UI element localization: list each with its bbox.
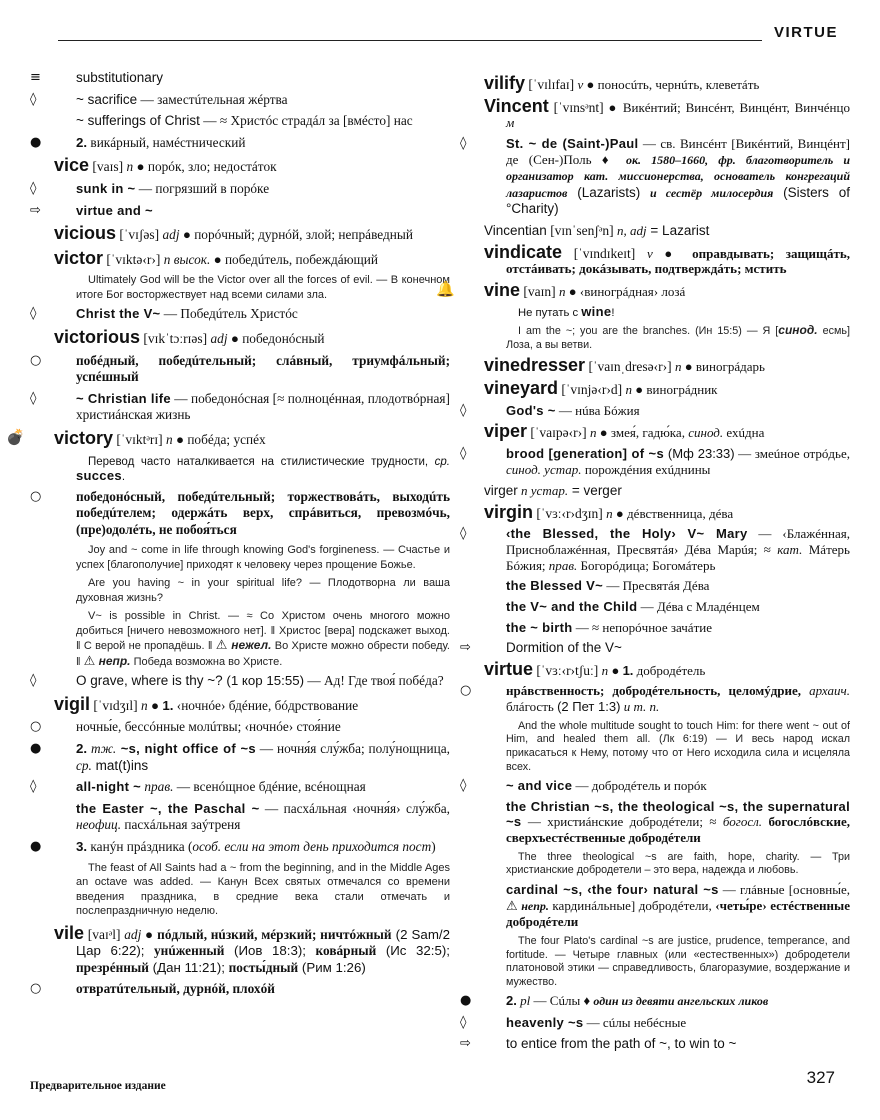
bell-icon: 🔔 (436, 279, 455, 298)
grammar-label: v (577, 77, 584, 92)
sense-line (30, 203, 450, 220)
transcription: [ˈvɪnsᵊnt] (548, 99, 609, 115)
translation-text: ‹ночнóе› бдéние, бóдрствование (173, 697, 359, 713)
phrase-line (460, 578, 850, 594)
translation-text: побéдный, победúтельный; слáвный, триумфáльный; успéшный (76, 352, 450, 385)
headword: Vincent (484, 95, 549, 116)
translation-text: ● виногрáдник (632, 382, 718, 398)
translation-text: ● (608, 662, 623, 678)
sense-number: 1. (162, 697, 174, 713)
sense-line (30, 181, 450, 198)
example-text: (Дан 11:21); (148, 959, 229, 975)
grammar-label: тж. (87, 741, 117, 757)
entry-marker-icon: ⇨ (30, 202, 41, 218)
transcription: [ˈvɜː‹r›dʒɪn] (533, 505, 607, 521)
headword-entry (460, 378, 850, 399)
example-text (30, 609, 450, 669)
example-text: Не путать с (518, 306, 582, 319)
transcription: [ˈvɪktə‹r›] (103, 251, 164, 267)
example-text: . (121, 471, 126, 483)
translation-text: ● (141, 926, 158, 942)
translation-text: пóдлый, нúзкий, мéрзкий; ничтóжный (157, 926, 392, 942)
english-phrase: Dormition of the V~ (506, 640, 622, 656)
entry-marker-icon: ◊ (30, 91, 37, 107)
translation-text: ● ‹виногрáдная› лозá (565, 283, 686, 299)
sense-line (30, 92, 450, 109)
example-text (30, 576, 450, 605)
english-phrase: Vincentian (484, 223, 547, 238)
translation-text: ● виногрáдарь (681, 359, 765, 375)
warning-icon: ⚠ (83, 653, 96, 669)
grammar-label: архаич. (809, 683, 850, 699)
english-phrase: the V~ and the Child (506, 598, 638, 614)
translation-text: отвратúтельный, дурнóй, плохóй (76, 981, 275, 997)
grammar-label: n, adj (617, 223, 647, 238)
headword-entry (460, 223, 850, 239)
headword-entry (460, 483, 850, 499)
translation-text: ковáрный (315, 943, 377, 959)
translation-text: — заместúтельная жéртва (137, 91, 288, 107)
sense-line (30, 353, 450, 386)
sense-line (30, 673, 450, 690)
translation-text: — ≈ Христóс страдáл за [вмéсто] нас (199, 113, 413, 129)
example-text: (Ис 32:5); (376, 943, 451, 959)
grammar-label: и т. п. (620, 699, 660, 715)
grammar-label: adj (210, 330, 228, 346)
translation-text: богослóвские, сверхъестéственные добродéтели (506, 814, 850, 846)
transcription: [ˈvɪktᵊrɪ] (113, 431, 166, 447)
english-phrase: = verger (568, 483, 622, 499)
headword-entry (30, 922, 451, 977)
headword: vice (54, 155, 90, 176)
transcription: [vaɪn] (520, 283, 560, 299)
entry-marker-icon: ○ (30, 981, 42, 997)
example-text: есмь] Лоза, а вы ветви. (506, 325, 850, 351)
sense-line (460, 1036, 850, 1052)
example-text (460, 324, 850, 352)
grammar-label: прав. (141, 779, 174, 795)
example-text: Are you having ~ in your spiritual life? — Плодотворна ли ваша духовная жизнь? (76, 577, 450, 604)
english-phrase: the Blessed V~ (506, 578, 604, 594)
english-phrase: virger (484, 483, 518, 499)
english-phrase: heavenly ~s (506, 1015, 584, 1031)
translation-text: Богорóдица; Богомáтерь (577, 557, 716, 573)
example-text: (2 Sam/2 Цар 6:22); (76, 926, 450, 959)
grammar-label: богосл. (722, 814, 763, 830)
translation-text: — христиáнские добродéтели; ≈ (521, 814, 723, 830)
translation-text: ● поносúть, чернúть, клеветáть (583, 77, 760, 92)
sense-line (30, 741, 450, 774)
translation-text: викáрный, намéстнический (87, 134, 246, 150)
headword-entry (6, 427, 450, 449)
sense-number: 1. (622, 662, 634, 678)
headword-entry (30, 225, 450, 244)
example-text (30, 861, 450, 919)
example-text: ! (611, 306, 615, 319)
headword-entry (460, 241, 851, 277)
sense-line (460, 993, 850, 1010)
translation-text: ‹четы́ре› естéственные добродéтели (506, 897, 850, 930)
entry-marker-icon: ● (30, 741, 42, 757)
grammar-label: n (165, 431, 173, 447)
translation-text: — пасхáльная ‹ночня́я› слу́жба, (259, 800, 451, 816)
entry-marker-icon: ⇨ (460, 640, 471, 656)
grammar-label: один из девяти ангельских ликов (593, 994, 769, 1009)
translation-text: — змеúное отрóдье, (734, 445, 850, 461)
sense-line (30, 306, 450, 323)
entry-marker-icon: ◊ (460, 135, 467, 151)
grammar-label: непр. (95, 653, 131, 668)
translation-text: ● победонóсный (227, 330, 325, 346)
sense-line (460, 136, 850, 217)
grammar-label: непр. (517, 898, 549, 913)
grammar-label: adj (124, 926, 142, 942)
english-phrase: ~ sacrifice (76, 91, 138, 107)
headword: victorious (54, 326, 141, 347)
translation-text: — нúва Бóжия (555, 402, 640, 418)
sense-line (30, 719, 450, 736)
transcription: [ˈvɪdʒɪl] (90, 697, 141, 713)
english-phrase: = Lazarist (646, 223, 710, 238)
entry-marker-icon: ◊ (460, 778, 467, 794)
sense-line (460, 403, 850, 419)
page-number: 327 (806, 1068, 835, 1087)
translation-text: — победонóсная [≈ полноцéнная, плодотвóрная] христиáнская жизнь (76, 390, 450, 423)
headword-entry (30, 693, 450, 715)
sense-number: 2. (76, 741, 88, 757)
translation-text: ● (147, 697, 163, 713)
english-phrase: ‹the Blessed, the Holy› V~ Mary (506, 526, 748, 542)
headword-entry (460, 355, 850, 376)
sense-line (30, 391, 450, 424)
english-phrase: succes (76, 468, 122, 483)
phrase-line (30, 801, 450, 834)
headword-entry (436, 279, 850, 300)
example-text: (2 Пет 1:3) (557, 699, 621, 715)
translation-text: — Победúтель Христóс (160, 306, 298, 322)
headword: vineyard (484, 378, 559, 399)
grammar-label: неофиц. (76, 817, 122, 833)
translation-text: блáгость (506, 699, 558, 715)
translation-text: презрéнный (76, 959, 149, 975)
english-phrase: mat(t)ins (91, 757, 149, 773)
phrase-line (460, 799, 850, 846)
headword: victory (54, 427, 114, 448)
transcription: [vaɪᵊl] (84, 926, 125, 942)
example-text: The four Plato's cardinal ~s are justice, prudence, temperance, and fortitude. — Четыре главных (или «естественных») добродетели платоновой этики — справедливость, благоразумие, воздержание и мужество. (506, 934, 850, 988)
entry-marker-icon: ◊ (30, 390, 37, 406)
translation-text: победонóсный, победúтельный; торжествовáть, выходúть победúтелем; одержáть верх, спрáвиться, превозмóчь, (пре)одолéть, не побоя́ться (76, 488, 450, 537)
entry-marker-icon: ● (30, 134, 42, 150)
english-phrase: virtue and ~ (76, 202, 153, 218)
headword-entry (30, 247, 450, 269)
headword: vine (484, 279, 521, 300)
translation-text: — Ад! Где твоя́ побéда? (304, 673, 444, 689)
example-text: V~ is possible in Christ. — ≈ Со Христом очень многого можно добиться [ничего невозможного нет]. ‖ Христос [вера] подскажет выход. ‖ С верой не пропадёшь. ‖ (76, 610, 450, 653)
headword: victor (54, 247, 104, 268)
header-rule (58, 40, 762, 41)
grammar-label: ок. 1580–1660, фр. благотворитель и организатор кат. миссионерства, основатель конгрегаций лазаристов (506, 152, 850, 200)
english-phrase: ~ Christian life (76, 390, 171, 406)
translation-text: ● победúтель, побеждáющий (210, 251, 379, 267)
transcription: [ˈvɪʃəs] (116, 227, 163, 243)
entry-marker-icon: ◊ (30, 779, 37, 795)
english-phrase: to entice from the path of ~, to win to ~ (506, 1035, 737, 1051)
english-phrase: all-night ~ (76, 779, 142, 795)
entry-marker-icon: ◊ (460, 402, 467, 418)
example-text: Победа возможна во Христе. (130, 655, 283, 668)
entry-marker-icon: ● (30, 839, 42, 855)
translation-text: — ночня́я слу́жба; полу́нощница, (255, 741, 450, 757)
headword-entry (460, 73, 850, 93)
sense-line (30, 489, 450, 539)
transcription: [ˈvɪlɪfaɪ] (525, 77, 578, 92)
edition-note: Предварительное издание (30, 1080, 166, 1092)
transcription: [ˈvaɪpə‹r›] (527, 425, 590, 441)
headword: vilify (484, 73, 526, 93)
entry-marker-icon: ◊ (460, 445, 467, 461)
example-text: (Мф 23:33) (663, 445, 735, 461)
example-text: Во Христе можно обрести победу. ‖ (76, 640, 450, 668)
english-phrase: substitutionary (76, 70, 164, 85)
grammar-label: м (506, 115, 515, 131)
entry-marker-icon: ⇨ (460, 1035, 471, 1051)
grammar-label: и сестёр милосердия (650, 185, 774, 200)
english-phrase: cardinal ~s, ‹the four› natural ~s (506, 882, 719, 898)
translation-text: пасхáльная заýтреня (121, 817, 241, 833)
grammar-label: особ. если на этот день приходится пост (192, 839, 432, 855)
headword: vinedresser (484, 355, 586, 376)
example-text: Joy and ~ come in life through knowing God's forgineness. — Счастье и успех [благополучие] приходят к человеку через прощение Божье. (76, 544, 450, 571)
grammar-label: v (646, 245, 653, 261)
entry-marker-icon: ● (460, 993, 472, 1009)
english-phrase: God's ~ (506, 402, 556, 418)
translation-text: ● порóк, зло; недостáток (133, 159, 277, 175)
running-header (58, 22, 838, 44)
warning-icon: ⚠ (215, 638, 228, 654)
translation-text: ● порóчный; дурнóй, злой; непрáведный (179, 227, 413, 243)
transcription: [vaɪs] (89, 159, 127, 175)
headword: viper (484, 421, 528, 442)
translation-text: — всенóщное бдéние, всéнощная (173, 779, 366, 795)
sense-line (30, 135, 450, 152)
english-phrase: wine (581, 303, 612, 319)
transcription: [vɪkˈtɔːrɪəs] (140, 330, 211, 346)
warning-icon: ⚠ (506, 898, 518, 914)
example-text (460, 720, 850, 775)
sense-line (460, 683, 850, 714)
entry-marker-icon: ◊ (30, 306, 37, 322)
sense-line (460, 526, 850, 573)
sense-line (460, 446, 850, 477)
translation-text: порождéния ехúднины (581, 461, 711, 477)
translation-text: — сúлы небéсные (583, 1015, 687, 1031)
sense-number: 2. (506, 993, 517, 1009)
phrase-line (30, 113, 450, 130)
translation-text: — Пресвятáя Дéва (603, 578, 710, 594)
translation-text: кардинáльные] добродéтели, (548, 897, 716, 913)
sense-line (30, 981, 450, 998)
english-phrase: the ~ birth (506, 619, 573, 635)
entry-marker-icon: ○ (30, 488, 42, 504)
translation-text: — ≈ непорóчное зачáтие (572, 619, 713, 635)
grammar-label: синод. (688, 425, 724, 441)
entry-marker-icon: ○ (30, 719, 42, 735)
translation-text: ● дéвственница, дéва (612, 505, 734, 521)
sense-line (30, 839, 450, 856)
entry-marker-icon: ◊ (460, 526, 467, 542)
headword-entry (30, 157, 450, 176)
translation-text: оправдывать; защищáть, отстáивать; докáзывать, подтверждáть; мстить (506, 245, 851, 277)
translation-text: — св. Винсéнт [Викéнтий, Винцéнт] де (Сен-)Поль ♦ (506, 135, 851, 167)
entry-marker-icon: ◊ (460, 1015, 467, 1031)
grammar-label: pl (516, 993, 531, 1009)
usage-note (460, 305, 850, 321)
example-text: The feast of All Saints had a ~ from the beginning, and in the Middle Ages an octave was added. — Канун Всех святых отмечался со времени введения праздника, в средние века стали отмечать и послепраздничную неделю. (76, 861, 450, 918)
headword-entry (460, 501, 850, 522)
left-column (6, 70, 451, 1003)
headword-entry (460, 658, 850, 679)
english-phrase: sunk in ~ (76, 180, 136, 196)
grammar-label: n (601, 662, 609, 678)
example-text: I am the ~; you are the branches. (Ин 15:5) — Я [ (518, 325, 779, 338)
example-text: Ultimately God will be the Victor over all the forces of evil. — В конечном итоге Бог восторжествует над всеми силами зла. (76, 274, 450, 301)
transcription: [ˈvɪndɪkeɪt] (562, 245, 647, 261)
english-phrase: the Easter ~, the Paschal ~ (76, 800, 260, 816)
usage-note (30, 454, 450, 485)
translation-text: ● Викéнтий; Винсéнт, Винцéнт, Винчéнцо (608, 99, 851, 115)
translation-text: добродéтель (633, 662, 706, 678)
running-head-word: VIRTUE (773, 24, 838, 41)
translation-text: — добродéтель и порóк (572, 778, 707, 794)
translation-text: унúженный (154, 943, 225, 959)
translation-text: Мáтерь Бóжия; (506, 542, 850, 573)
entry-marker-icon: ○ (460, 683, 472, 699)
english-phrase: ~ and vice (506, 778, 573, 794)
translation-text: ● побéда; успéх (172, 431, 266, 447)
example-text: And the whole multitude sought to touch Him: for there went ~ out of Him, and healed them all. (Лк 6:19) — И весь народ искал прикасаться к Нему, потому что от Него исходила сила и исцеляла всех. (506, 719, 850, 773)
headword-entry (30, 326, 450, 348)
grammar-label: синод. (778, 323, 818, 338)
translation-text: ночны́е, бессóнные молúтвы; ‹ночнóе› стоя́ние (76, 719, 341, 735)
translation-text: ехúдна (723, 425, 765, 441)
translation-text: — Сúлы ♦ (530, 993, 594, 1009)
english-phrase: the Christian ~s, the theological ~s, the supernatural ~s (506, 798, 850, 830)
translation-text: — ‹Блажéнная, Приснoблажéнная, Пресвятáя› Дéва Марúя; ≈ (506, 526, 850, 558)
phrase-line (460, 620, 850, 636)
headword: virgin (484, 501, 534, 522)
grammar-label: n (141, 697, 148, 713)
headword: vile (54, 922, 85, 943)
entry-marker-icon: ◊ (30, 673, 37, 689)
transcription: [ˈvɜː‹r›tʃuː] (533, 662, 602, 678)
english-phrase: ~ sufferings of Christ (76, 113, 200, 129)
grammar-label: adj (162, 227, 180, 243)
english-phrase: St. ~ de (Saint-)Paul (506, 135, 639, 151)
phrase-line (460, 882, 850, 930)
sense-line (460, 1015, 850, 1031)
transcription: [ˈvaɪnˌdresə‹r›] (585, 359, 676, 375)
grammar-label: n (675, 359, 682, 375)
bomb-icon: 💣 (6, 427, 25, 446)
grammar-label: кат. (777, 542, 803, 558)
entry-marker-icon: ≡ (30, 70, 41, 85)
example-text: The three theological ~s are faith, hope, charity. — Три христианские добродетели – это вера, надежда и любовь. (506, 850, 850, 877)
grammar-label: n (559, 283, 566, 299)
headword: virtue (484, 658, 534, 679)
english-phrase: (Lazarists) (567, 184, 651, 200)
english-phrase: brood [generation] of ~s (506, 445, 664, 461)
example-text (30, 543, 450, 572)
grammar-label: n (126, 159, 134, 175)
translation-text: ● змея́, гадю́ка, (596, 425, 689, 441)
headword-entry (460, 421, 850, 442)
headword: vigil (54, 693, 91, 714)
phrase-line (460, 599, 850, 615)
example-text: (Иов 18:3); (224, 943, 316, 959)
example-text (460, 851, 850, 878)
entry-marker-icon: ◊ (30, 180, 37, 196)
transcription: [vɪnˈsenʃᵊn] (546, 223, 618, 238)
english-phrase: ~s, night office of ~s (116, 741, 256, 757)
sense-number: 2. (76, 134, 88, 150)
headword: vindicate (484, 241, 563, 262)
sense-number: 3. (76, 839, 88, 855)
sense-line (460, 640, 850, 656)
grammar-label: прав. (548, 557, 578, 573)
translation-text: посты́дный (228, 959, 299, 975)
example-text: (Рим 1:26) (298, 959, 366, 975)
entry-marker-icon: ○ (30, 352, 42, 368)
translation-text: канýн прáздника ( (87, 839, 193, 855)
grammar-label: ср. (76, 757, 92, 773)
translation-text: ) (431, 839, 436, 855)
transcription: [ˈvɪnjə‹r›d] (558, 382, 626, 398)
grammar-label: n (590, 425, 597, 441)
grammar-label: нежел. (227, 638, 272, 653)
example-text: (1 кор 15:55) (222, 673, 305, 689)
translation-text: — глáвные [основны́е, (718, 882, 850, 898)
example-text: Перевод часто наталкивается на стилистические трудности, (88, 455, 435, 468)
english-phrase: O grave, where is thy ~? (76, 673, 223, 689)
grammar-label: n (625, 382, 633, 398)
headword-entry (460, 95, 851, 131)
example-text (30, 273, 450, 302)
english-phrase: (Sisters of °Charity) (506, 184, 850, 217)
grammar-label: ср. (434, 455, 450, 468)
translation-text: нрáвственность; добродéтельность, целомýдрие, (506, 683, 810, 699)
translation-text: — Дéва с Младéнцем (637, 598, 760, 614)
english-phrase: Christ the V~ (76, 306, 161, 322)
sense-line (460, 778, 850, 794)
grammar-label: n (606, 505, 613, 521)
sense-line (30, 70, 450, 87)
grammar-label: синод. устар. (506, 461, 582, 477)
example-text (460, 935, 850, 990)
grammar-label: n высок. (163, 251, 211, 267)
grammar-label: n устар. (517, 483, 569, 499)
headword: vicious (54, 223, 117, 244)
translation-text: ● (652, 245, 693, 261)
sense-line (30, 779, 450, 796)
translation-text: — погрязший в порóке (135, 180, 270, 196)
